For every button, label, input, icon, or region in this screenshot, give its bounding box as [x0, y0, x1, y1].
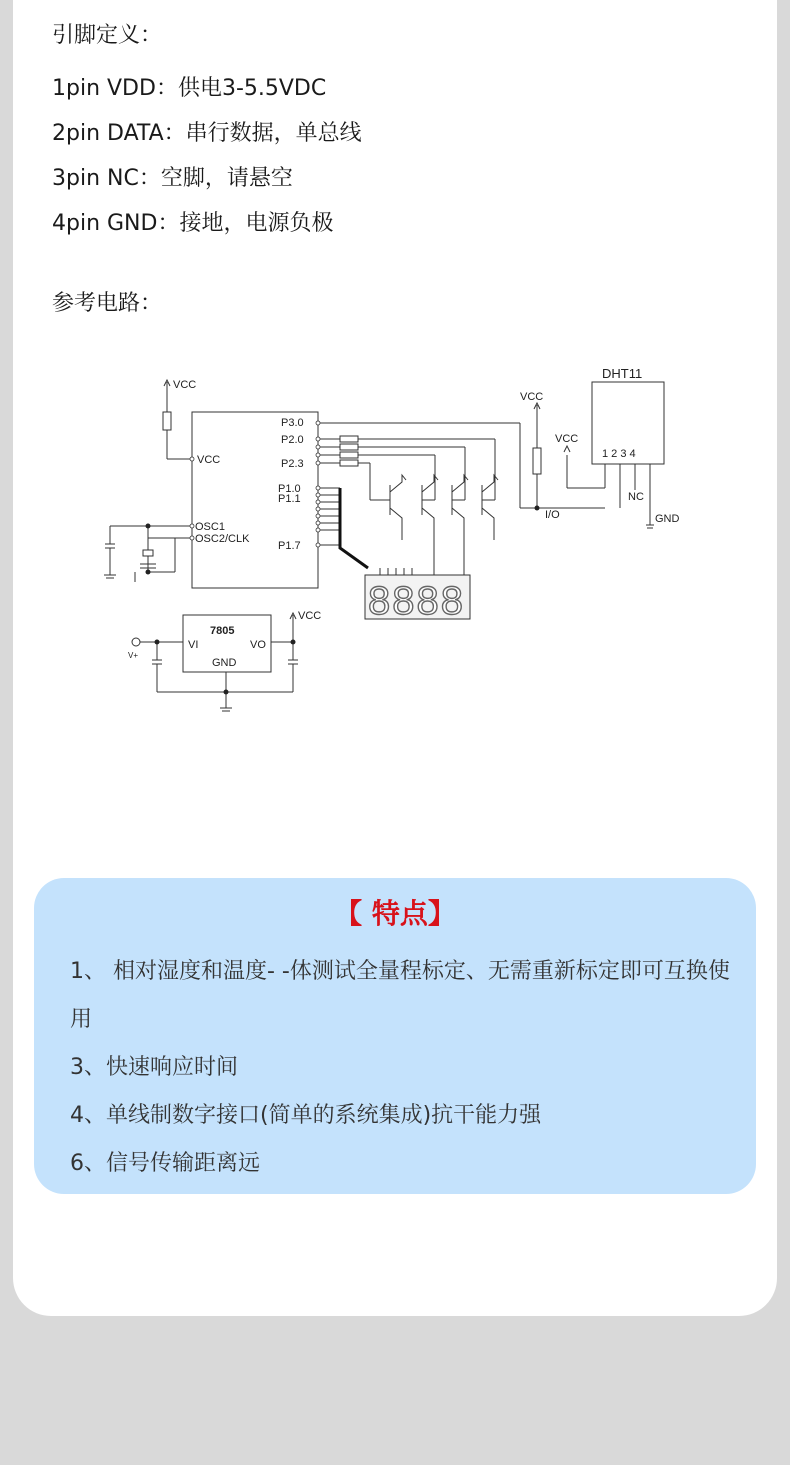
p10-label: P1.0 — [278, 483, 301, 495]
vcc-label-1: VCC — [173, 379, 197, 391]
features-panel — [34, 878, 756, 1194]
pin-item-1: 1pin VDD：供电3-5.5VDC — [52, 76, 327, 101]
p23-label: P2.3 — [281, 458, 304, 470]
vi-label: VI — [188, 639, 199, 651]
reference-circuit-diagram — [100, 360, 700, 720]
p17-label: P1.7 — [278, 540, 301, 552]
feature-item-3: 4、单线制数字接口(简单的系统集成)抗干能力强 — [70, 1103, 542, 1128]
feature-item-4: 6、信号传输距离远 — [70, 1151, 260, 1176]
pin-definition-title: 引脚定义： — [52, 23, 163, 48]
osc2-label: OSC2/CLK — [195, 533, 250, 545]
reference-circuit-title: 参考电路： — [52, 291, 163, 316]
vcc-label-4: VCC — [555, 433, 579, 445]
vcc-label-3: VCC — [520, 391, 544, 403]
vcc-label-5: VCC — [298, 610, 322, 622]
pin-list — [52, 70, 362, 250]
io-label: I/O — [545, 509, 560, 521]
vcc-label-2: VCC — [197, 454, 221, 466]
p20-label: P2.0 — [281, 434, 304, 446]
vo-label: VO — [250, 639, 266, 651]
dht11-pin-numbers: 1 2 3 4 — [602, 448, 636, 460]
p11-label: P1.1 — [278, 493, 301, 505]
vplus-label: V+ — [128, 651, 139, 660]
nc-label: NC — [628, 491, 644, 503]
feature-item-1: 1、 相对湿度和温度- -体测试全量程标定、无需重新标定即可互换使用 — [70, 959, 730, 1032]
seven-segment-display: 8888 — [368, 579, 465, 623]
gnd-label-dht: GND — [655, 513, 680, 525]
features-list — [70, 948, 730, 1188]
pin-item-3: 3pin NC：空脚，请悬空 — [52, 166, 293, 191]
dht11-label: DHT11 — [602, 366, 643, 381]
osc1-label: OSC1 — [195, 521, 225, 533]
features-title: 【 特点】 — [334, 897, 456, 930]
pin-item-2: 2pin DATA：串行数据，单总线 — [52, 121, 362, 146]
gnd-label-reg: GND — [212, 657, 237, 669]
p30-label: P3.0 — [281, 417, 304, 429]
feature-item-2: 3、快速响应时间 — [70, 1055, 238, 1080]
regulator-label: 7805 — [210, 625, 235, 637]
pin-item-4: 4pin GND：接地，电源负极 — [52, 211, 334, 236]
